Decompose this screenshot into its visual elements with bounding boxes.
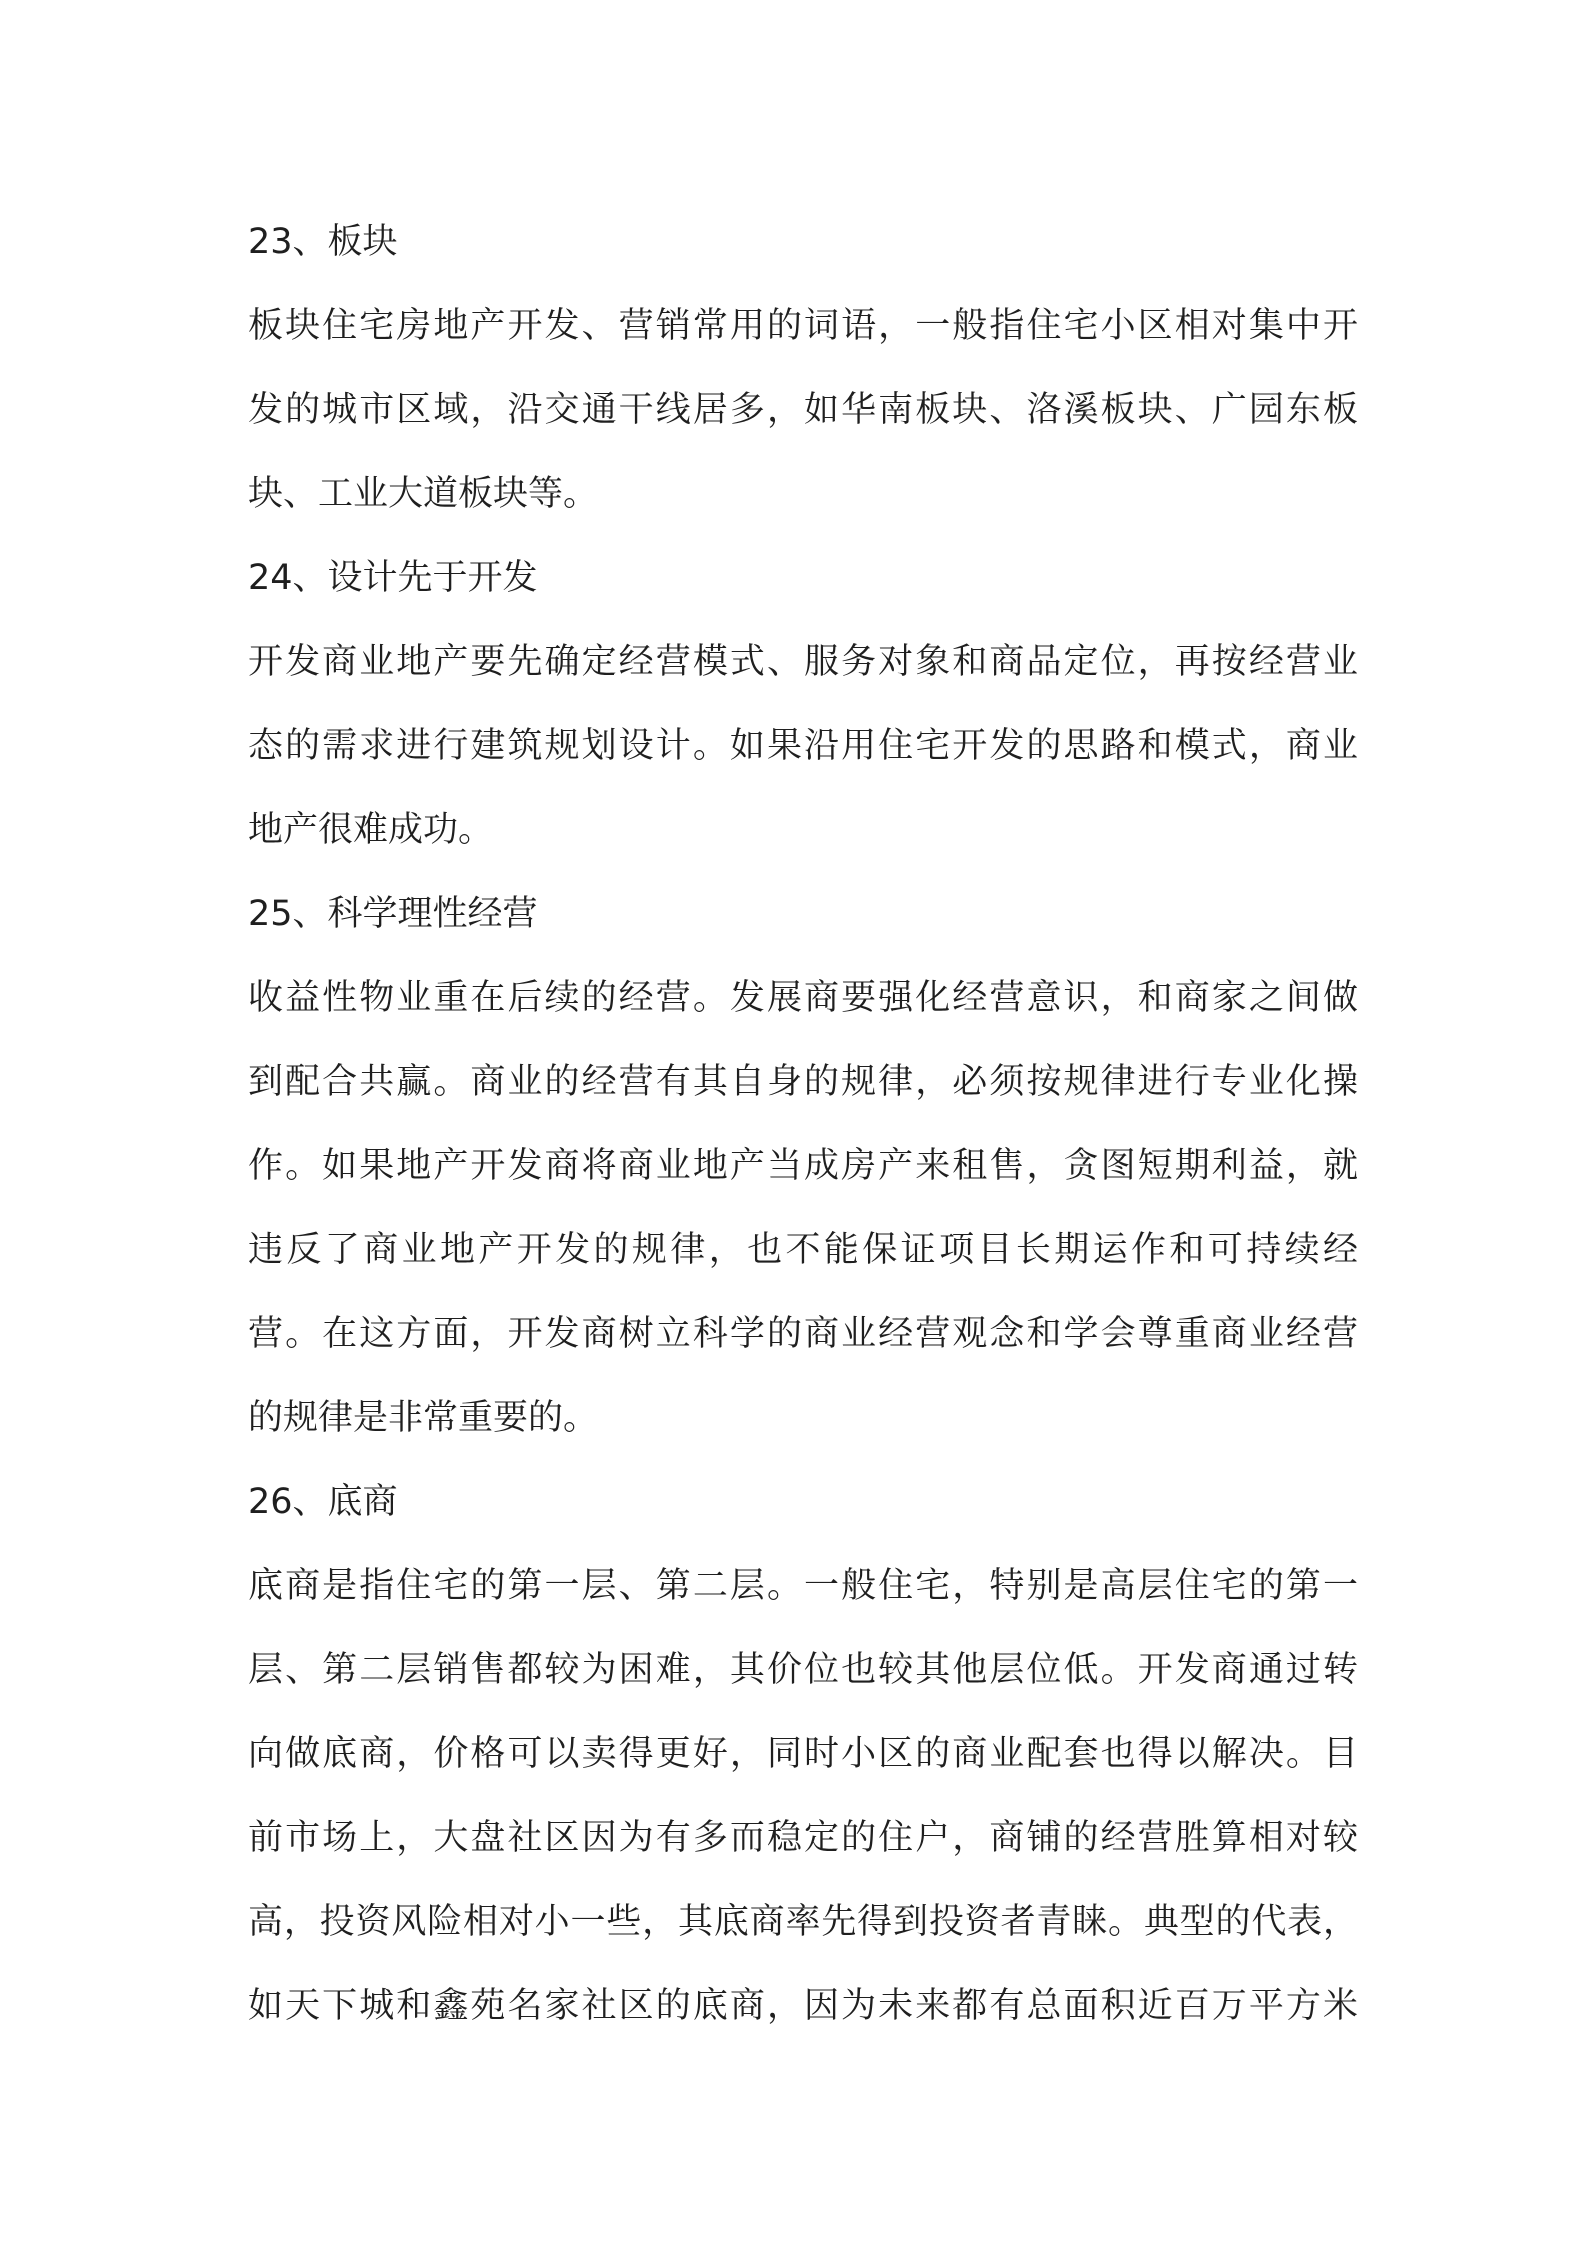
paragraph-line: 发的城市区域，沿交通干线居多，如华南板块、洛溪板块、广园东板 bbox=[248, 390, 1358, 430]
section-heading: 26、底商 bbox=[248, 1482, 398, 1522]
paragraph-line: 开发商业地产要先确定经营模式、服务对象和商品定位，再按经营业 bbox=[248, 642, 1358, 682]
paragraph-line: 向做底商，价格可以卖得更好，同时小区的商业配套也得以解决。目 bbox=[248, 1734, 1358, 1774]
section-26 bbox=[248, 1460, 1358, 2048]
paragraph-line: 态的需求进行建筑规划设计。如果沿用住宅开发的思路和模式，商业 bbox=[248, 726, 1358, 766]
section-24 bbox=[248, 536, 1358, 872]
paragraph-line: 违反了商业地产开发的规律，也不能保证项目长期运作和可持续经 bbox=[248, 1230, 1358, 1270]
paragraph-line: 收益性物业重在后续的经营。发展商要强化经营意识，和商家之间做 bbox=[248, 978, 1358, 1018]
paragraph-line: 营。在这方面，开发商树立科学的商业经营观念和学会尊重商业经营 bbox=[248, 1314, 1358, 1354]
document-page bbox=[248, 200, 1358, 2048]
paragraph-line: 作。如果地产开发商将商业地产当成房产来租售，贪图短期利益，就 bbox=[248, 1146, 1358, 1186]
paragraph-line: 的规律是非常重要的。 bbox=[248, 1398, 599, 1438]
paragraph-line: 如天下城和鑫苑名家社区的底商，因为未来都有总面积近百万平方米 bbox=[248, 1986, 1358, 2026]
section-25 bbox=[248, 872, 1358, 1460]
section-heading: 23、板块 bbox=[248, 222, 398, 262]
paragraph-line: 底商是指住宅的第一层、第二层。一般住宅，特别是高层住宅的第一 bbox=[248, 1566, 1358, 1606]
paragraph-line: 前市场上，大盘社区因为有多而稳定的住户，商铺的经营胜算相对较 bbox=[248, 1818, 1358, 1858]
paragraph-line: 板块住宅房地产开发、营销常用的词语，一般指住宅小区相对集中开 bbox=[248, 306, 1358, 346]
paragraph-line: 到配合共赢。商业的经营有其自身的规律，必须按规律进行专业化操 bbox=[248, 1062, 1358, 1102]
paragraph-line: 层、第二层销售都较为困难，其价位也较其他层位低。开发商通过转 bbox=[248, 1650, 1358, 1690]
paragraph-line: 高，投资风险相对小一些，其底商率先得到投资者青睐。典型的代表， bbox=[248, 1902, 1358, 1942]
section-23 bbox=[248, 200, 1358, 536]
paragraph-line: 块、工业大道板块等。 bbox=[248, 474, 599, 514]
paragraph-line: 地产很难成功。 bbox=[248, 810, 494, 850]
section-heading: 24、设计先于开发 bbox=[248, 558, 538, 598]
section-heading: 25、科学理性经营 bbox=[248, 894, 538, 934]
